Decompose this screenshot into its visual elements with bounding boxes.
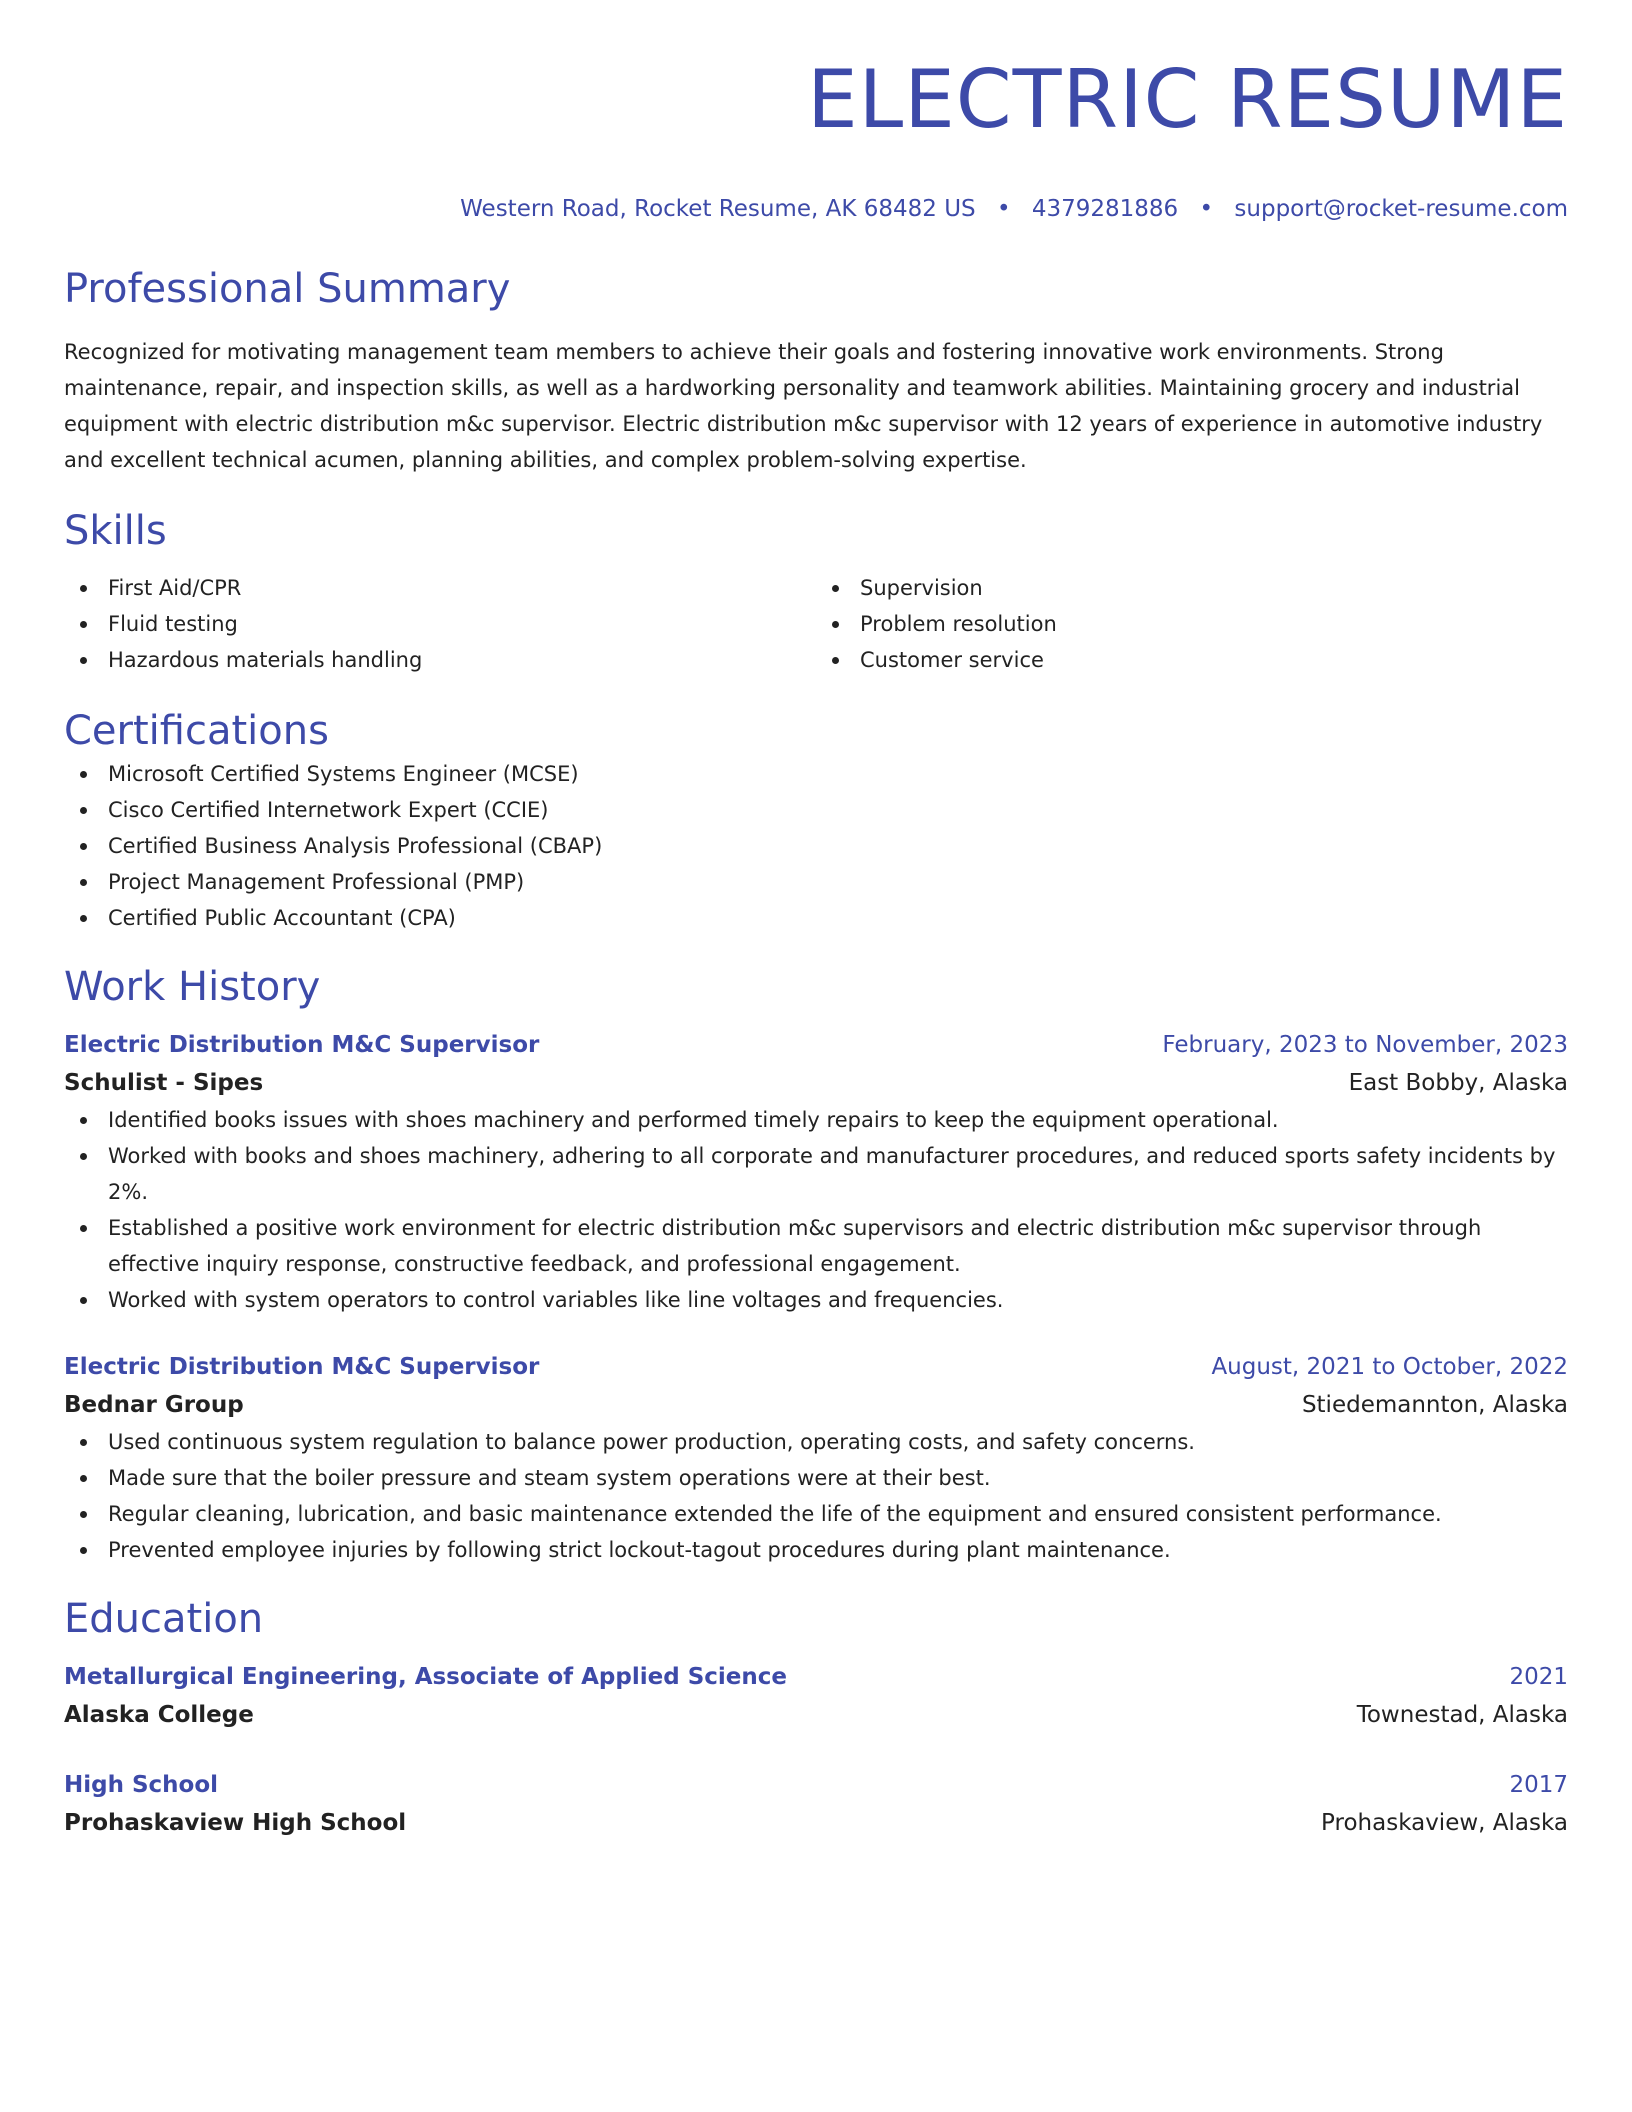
job-company-row (64, 1386, 1568, 1424)
education-entry (64, 1766, 1568, 1842)
education-degree: Metallurgical Engineering, Associate of Applied Science (64, 1664, 787, 1690)
skill-item: First Aid/CPR (64, 570, 816, 606)
job-title: Electric Distribution M&C Supervisor (64, 1032, 540, 1058)
job-duty-item: Established a positive work environment for electric distribution m&c supervisors and electric distribution m&c supervisor through effective inquiry response, constructive feedback, and professional engagement. (64, 1210, 1568, 1282)
job-duties-list (64, 1424, 1568, 1568)
contact-email: support@rocket-resume.com (1234, 196, 1568, 222)
job-duty-item: Used continuous system regulation to balance power production, operating costs, and safety concerns. (64, 1424, 1568, 1460)
education-year: 2021 (1509, 1664, 1568, 1690)
contact-address: Western Road, Rocket Resume, AK 68482 US (460, 196, 976, 222)
education-location: Prohaskaview, Alaska (1321, 1810, 1568, 1836)
skill-item: Problem resolution (816, 606, 1568, 642)
job-header-row (64, 1348, 1568, 1386)
contact-phone: 4379281886 (1031, 196, 1179, 222)
resume-header (64, 50, 1568, 224)
education-school-row (64, 1804, 1568, 1842)
job-company: Bednar Group (64, 1392, 244, 1418)
skill-item: Customer service (816, 642, 1568, 678)
job-duty-item: Prevented employee injuries by following strict lockout-tagout procedures during plant maintenance. (64, 1532, 1568, 1568)
contact-line (64, 194, 1568, 224)
job-dates: February, 2023 to November, 2023 (1162, 1032, 1568, 1058)
skills-section (64, 506, 1568, 678)
certification-item: Project Management Professional (PMP) (64, 864, 1568, 900)
job-company-row (64, 1064, 1568, 1102)
contact-separator: • (1199, 196, 1214, 222)
education-section (64, 1594, 1568, 1842)
contact-separator: • (996, 196, 1011, 222)
certification-item: Cisco Certified Internetwork Expert (CCIE) (64, 792, 1568, 828)
job-header-row (64, 1026, 1568, 1064)
certifications-heading: Certifications (64, 708, 329, 754)
job-duty-item: Worked with books and shoes machinery, adhering to all corporate and manufacturer procedures, and reduced sports safety incidents by 2%. (64, 1138, 1568, 1210)
education-header-row (64, 1766, 1568, 1804)
certification-item: Microsoft Certified Systems Engineer (MCSE) (64, 756, 1568, 792)
skills-list-right (816, 570, 1568, 678)
job-location: Stiedemannton, Alaska (1301, 1392, 1568, 1418)
job-entry (64, 1348, 1568, 1568)
job-duty-item: Worked with system operators to control variables like line voltages and frequencies. (64, 1282, 1568, 1318)
education-school: Prohaskaview High School (64, 1810, 407, 1836)
work-history-section (64, 962, 1568, 1568)
job-dates: August, 2021 to October, 2022 (1211, 1354, 1568, 1380)
candidate-name: ELECTRIC RESUME (807, 53, 1568, 146)
skill-item: Fluid testing (64, 606, 816, 642)
certification-item: Certified Public Accountant (CPA) (64, 900, 1568, 936)
education-heading: Education (64, 1596, 264, 1642)
job-location: East Bobby, Alaska (1348, 1070, 1568, 1096)
job-duty-item: Identified books issues with shoes machinery and performed timely repairs to keep the equipment operational. (64, 1102, 1568, 1138)
education-location: Townestad, Alaska (1356, 1702, 1568, 1728)
skill-item: Supervision (816, 570, 1568, 606)
certifications-list (64, 756, 1568, 936)
education-entry (64, 1658, 1568, 1734)
summary-section (64, 264, 1568, 478)
skills-heading: Skills (64, 508, 167, 554)
job-duty-item: Made sure that the boiler pressure and steam system operations were at their best. (64, 1460, 1568, 1496)
skills-list-left (64, 570, 816, 678)
skill-item: Hazardous materials handling (64, 642, 816, 678)
summary-heading: Professional Summary (64, 266, 511, 312)
certifications-section (64, 706, 1568, 936)
education-school-row (64, 1696, 1568, 1734)
job-duty-item: Regular cleaning, lubrication, and basic maintenance extended the life of the equipment and ensured consistent performance. (64, 1496, 1568, 1532)
job-company: Schulist - Sipes (64, 1070, 264, 1096)
certification-item: Certified Business Analysis Professional (CBAP) (64, 828, 1568, 864)
education-degree: High School (64, 1772, 219, 1798)
skills-grid (64, 570, 1568, 678)
summary-text: Recognized for motivating management team members to achieve their goals and fostering innovative work environments. Strong maintenance, repair, and inspection skills, as well as a hardworking personality and teamwork abilities. Maintaining grocery and industrial equipment with electric distribution m&c supervisor. Electric distribution m&c supervisor with 12 years of experience in automotive industry and excellent technical acumen, planning abilities, and complex problem-solving expertise. (64, 340, 1543, 472)
education-school: Alaska College (64, 1702, 254, 1728)
education-year: 2017 (1509, 1772, 1568, 1798)
work-history-heading: Work History (64, 964, 321, 1010)
education-header-row (64, 1658, 1568, 1696)
job-duties-list (64, 1102, 1568, 1318)
job-title: Electric Distribution M&C Supervisor (64, 1354, 540, 1380)
job-entry (64, 1026, 1568, 1318)
